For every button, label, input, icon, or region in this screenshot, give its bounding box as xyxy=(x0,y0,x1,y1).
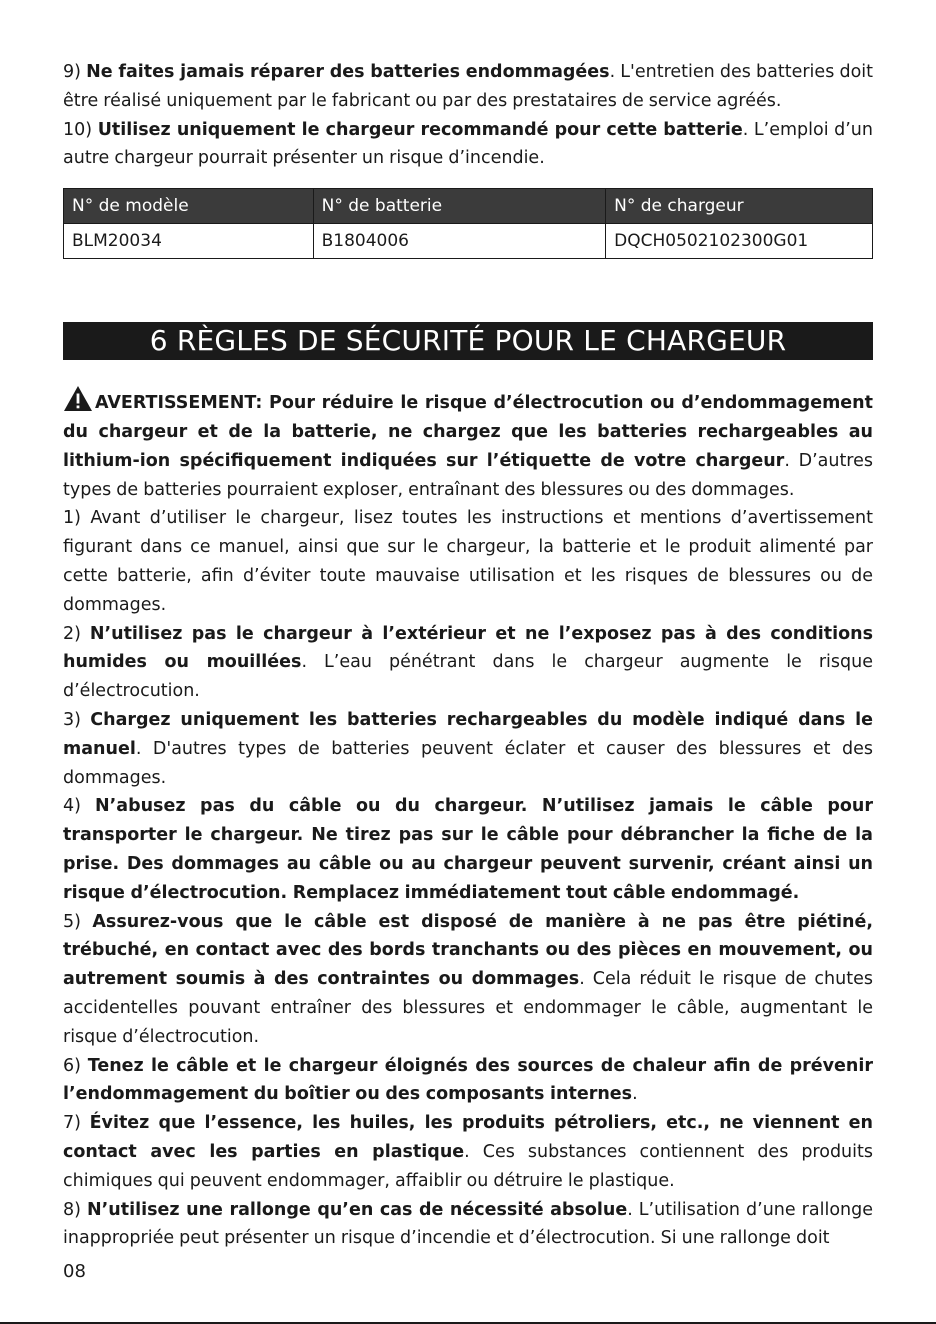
rule-7 xyxy=(63,1109,873,1195)
column-header-model: N° de modèle xyxy=(64,189,314,224)
rule-text: . Cela réduit le risque de chutes accidentelles pouvant entraîner des blessures et endommager le câble, augmentant le risque d’électrocution. xyxy=(63,969,873,1047)
document-page xyxy=(63,58,873,1253)
rule-bold-text: Tenez le câble et le chargeur éloignés des sources de chaleur afin de prévenir l’endommagement du boîtier ou des composants internes xyxy=(63,1055,873,1105)
warning-bold-text: AVERTISSEMENT: Pour réduire le risque d’électrocution ou d’endommagement du chargeur et de la batterie, ne chargez que les batteries rechargeables au lithium-ion spécifiquement indiquées sur l’étiquette de votre chargeur xyxy=(63,393,873,471)
rule-number: 4) xyxy=(63,796,95,817)
rule-bold-text: N’utilisez pas le chargeur à l’extérieur et ne l’exposez pas à des conditions humides ou mouillées xyxy=(63,623,874,673)
model-spec-table xyxy=(63,188,873,259)
rule-3 xyxy=(63,706,873,792)
rule-number: 7) xyxy=(63,1113,90,1134)
page-number: 08 xyxy=(63,1261,86,1282)
item-text: . L'entretien des batteries doit être réalisé uniquement par le fabricant ou par des prestataires de service agréés. xyxy=(63,62,874,111)
rule-number: 5) xyxy=(63,911,93,932)
rule-number: 3) xyxy=(63,709,91,730)
rule-number: 2) xyxy=(63,623,90,644)
item-9 xyxy=(63,58,873,116)
table-row xyxy=(64,224,873,259)
rule-number: 6) xyxy=(63,1055,88,1076)
rule-bold-text: Assurez-vous que le câble est disposé de manière à ne pas être piétiné, trébuché, en contact avec des bords tranchants ou des pièces en mouvement, ou autrement soumis à des contraintes ou dommages xyxy=(63,911,874,990)
rule-bold-text: N’abusez pas du câble ou du chargeur. N’utilisez jamais le câble pour transporter le chargeur. Ne tirez pas sur le câble pour débrancher la fiche de la prise. Des dommages au câble ou au chargeur peuvent survenir, créant ainsi un risque d’électrocution. Remplacez immédiatement tout câble endommagé. xyxy=(63,796,873,903)
rule-number: 8) xyxy=(63,1199,87,1220)
rule-bold-text: N’utilisez une rallonge qu’en cas de nécessité absolue xyxy=(86,1199,628,1220)
rule-4 xyxy=(63,792,873,907)
rule-bold-text: Chargez uniquement les batteries rechargeables du modèle indiqué dans le manuel xyxy=(63,709,873,759)
item-10 xyxy=(63,116,873,174)
item-number: 10) xyxy=(63,119,98,140)
item-bold-text: Utilisez uniquement le chargeur recommandé pour cette batterie xyxy=(97,119,743,140)
warning-triangle-icon xyxy=(63,385,93,412)
item-number: 9) xyxy=(63,62,87,82)
rule-8 xyxy=(63,1196,873,1254)
rule-text: Avant d’utiliser le chargeur, lisez toutes les instructions et mentions d’avertissement figurant dans ce manuel, ainsi que sur le chargeur, la batterie et le produit alimenté par cette batterie, afin d’éviter toute mauvaise utilisation et les risques de blessures ou de dommages. xyxy=(63,508,874,615)
item-text: . L’emploi d’un autre chargeur pourrait présenter un risque d’incendie. xyxy=(63,119,873,169)
rule-bold-text: Évitez que l’essence, les huiles, les produits pétroliers, etc., ne viennent en contact avec les parties en plastique xyxy=(63,1113,874,1162)
rule-6 xyxy=(63,1052,873,1110)
rule-5 xyxy=(63,908,873,1052)
table-header-row xyxy=(64,189,873,224)
rule-2 xyxy=(63,620,873,706)
rule-1 xyxy=(63,504,873,619)
item-bold-text: Ne faites jamais réparer des batteries endommagées xyxy=(86,62,610,82)
section-title: 6 RÈGLES DE SÉCURITÉ POUR LE CHARGEUR xyxy=(63,322,873,360)
column-header-charger: N° de chargeur xyxy=(606,189,873,224)
warning-paragraph xyxy=(63,385,873,504)
column-header-battery: N° de batterie xyxy=(313,189,606,224)
rule-text: . Ces substances contiennent des produits chimiques qui peuvent endommager, affaiblir ou détruire le plastique. xyxy=(63,1141,873,1191)
cell-model-number: BLM20034 xyxy=(64,224,314,259)
rule-text: . L’eau pénétrant dans le chargeur augmente le risque d’électrocution. xyxy=(63,652,873,702)
cell-charger-number: DQCH0502102300G01 xyxy=(606,224,873,259)
rule-text: . xyxy=(632,1084,638,1105)
rule-number: 1) xyxy=(63,508,91,529)
rule-text: . L’utilisation d’une rallonge inappropriée peut présenter un risque d’incendie et d’électrocution. Si une rallonge doit xyxy=(63,1199,873,1249)
rule-text: . D'autres types de batteries peuvent éclater et causer des blessures et des dommages. xyxy=(63,738,873,788)
cell-battery-number: B1804006 xyxy=(313,224,606,259)
warning-text: . D’autres types de batteries pourraient exploser, entraînant des blessures ou des dommages. xyxy=(63,450,873,500)
